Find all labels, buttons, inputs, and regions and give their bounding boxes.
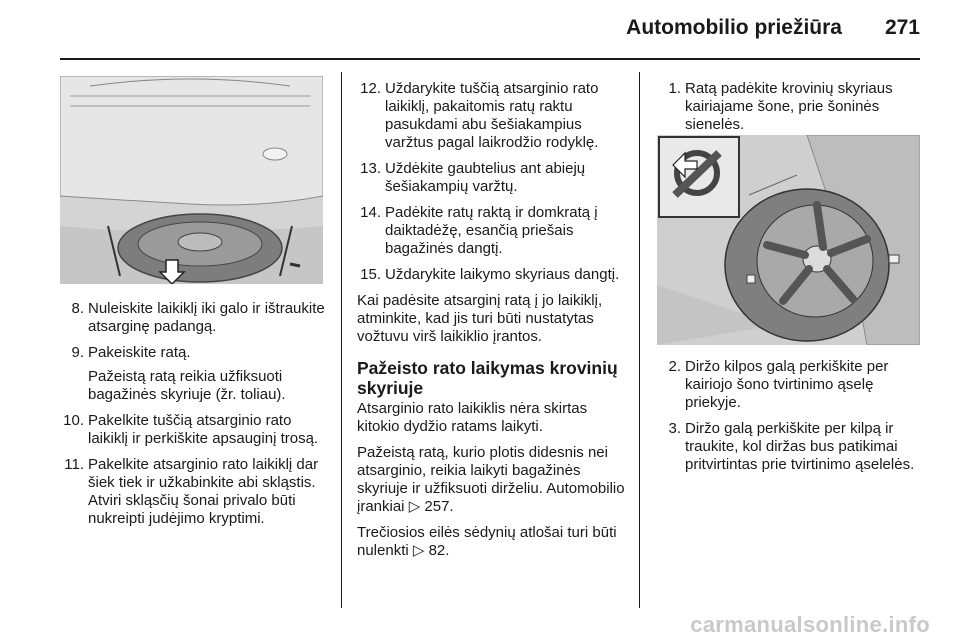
seats-page-link[interactable]: 82. — [428, 542, 450, 559]
step-number: 12. — [360, 80, 381, 97]
page-number: 271 — [884, 16, 920, 39]
step-number: 3. — [668, 420, 681, 437]
third-row-paragraph — [357, 524, 625, 560]
list-item — [60, 300, 325, 336]
section-heading: Pažeisto rato laikymas krovinių skyriuje — [357, 358, 618, 398]
list-item — [657, 358, 925, 412]
step-number: 13. — [360, 160, 381, 177]
step-number: 15. — [360, 266, 381, 283]
step-text: Pakelkite tuščią atsarginio rato laikiklį ir perkiškite apsauginį trosą. — [88, 412, 319, 447]
list-item — [657, 420, 925, 474]
column-right-text-bottom — [657, 358, 925, 482]
step-number: 11. — [64, 456, 84, 473]
list-item — [357, 80, 625, 152]
column-divider-left — [341, 72, 342, 608]
step-number: 10. — [63, 412, 84, 429]
header-rule — [60, 58, 920, 60]
list-item — [357, 204, 625, 258]
step-text: Padėkite ratų raktą ir domkratą į daiktadėžę, esančią priešais bagažinės dangtį. — [385, 204, 598, 257]
spare-wheel-carrier-illustration — [60, 76, 323, 284]
list-item — [357, 266, 625, 284]
list-item — [357, 160, 625, 196]
step-text: Uždarykite laikymo skyriaus dangtį. — [385, 266, 620, 283]
step-note: Pažeistą ratą reikia užfiksuoti bagažinės skyriuje (žr. toliau). — [88, 368, 286, 403]
third-row-text: Trečiosios eilės sėdynių atlošai turi būti nulenkti — [357, 524, 617, 559]
tools-page-link[interactable]: 257. — [424, 498, 454, 515]
carrier-note-paragraph: Atsarginio rato laikiklis nėra skirtas kitokio dydžio ratams laikyti. — [357, 400, 588, 435]
cargo-wheel-drawing — [657, 135, 920, 345]
step-text: Uždarykite tuščią atsarginio rato laikiklį, pakaitomis ratų raktu pasukdami abu šešiakampius varžtus pagal laikrodžio rodyklę. — [385, 80, 599, 151]
page-reference-arrow-icon: ▷ — [412, 542, 425, 559]
page-reference-arrow-icon: ▷ — [408, 498, 421, 515]
list-item — [60, 412, 325, 448]
step-text: Uždėkite gaubtelius ant abiejų šešiakampių varžtų. — [385, 160, 586, 195]
watermark: carmanualsonline.info — [690, 612, 930, 637]
list-item — [657, 80, 922, 134]
page-header — [0, 0, 960, 62]
list-item — [60, 344, 325, 404]
step-text: Pakelkite atsarginio rato laikiklį dar šiek tiek ir užkabinkite abi skląstis. Atviri skląsčių šonai privalo būti nukreipti judėjimo kryptimi. — [88, 456, 319, 527]
step-text: Diržo galą perkiškite per kilpą ir traukite, kol diržas bus patikimai pritvirtintas prie tvirtinimo ąselelės. — [685, 420, 915, 473]
column-right-text-top — [657, 80, 922, 142]
page-title: Automobilio priežiūra — [626, 16, 842, 39]
step-text: Ratą padėkite krovinių skyriaus kairiajame šone, prie šoninės sienelės. — [685, 80, 893, 133]
step-number: 8. — [71, 300, 84, 317]
step-text: Nuleiskite laikiklį iki galo ir ištraukite atsarginę padangą. — [88, 300, 325, 335]
column-middle-text — [357, 80, 625, 568]
step-text: Diržo kilpos galą perkiškite per kairiojo šono tvirtinimo ąselę priekyje. — [685, 358, 889, 411]
list-item — [60, 456, 325, 528]
step-text: Pakeiskite ratą. — [88, 344, 191, 361]
step-number: 9. — [71, 344, 84, 361]
spare-wheel-carrier-drawing — [60, 76, 323, 284]
step-number: 14. — [360, 204, 381, 221]
step-number: 2. — [668, 358, 681, 375]
damaged-wheel-paragraph — [357, 444, 625, 516]
valve-note-paragraph: Kai padėsite atsarginį ratą į jo laikiklį, atminkite, kad jis turi būti nustatytas vožtuvu virš laikiklio įrantos. — [357, 292, 603, 345]
column-divider-right — [639, 72, 640, 608]
step-number: 1. — [668, 80, 681, 97]
column-left-text — [60, 300, 325, 536]
damaged-wheel-text: Pažeistą ratą, kurio plotis didesnis nei atsarginio, reikia laikyti bagažinės skyriuje ir užfiksuoti dirželiu. Automobilio įrankiai — [357, 444, 625, 515]
cargo-area-wheel-illustration — [657, 135, 920, 345]
